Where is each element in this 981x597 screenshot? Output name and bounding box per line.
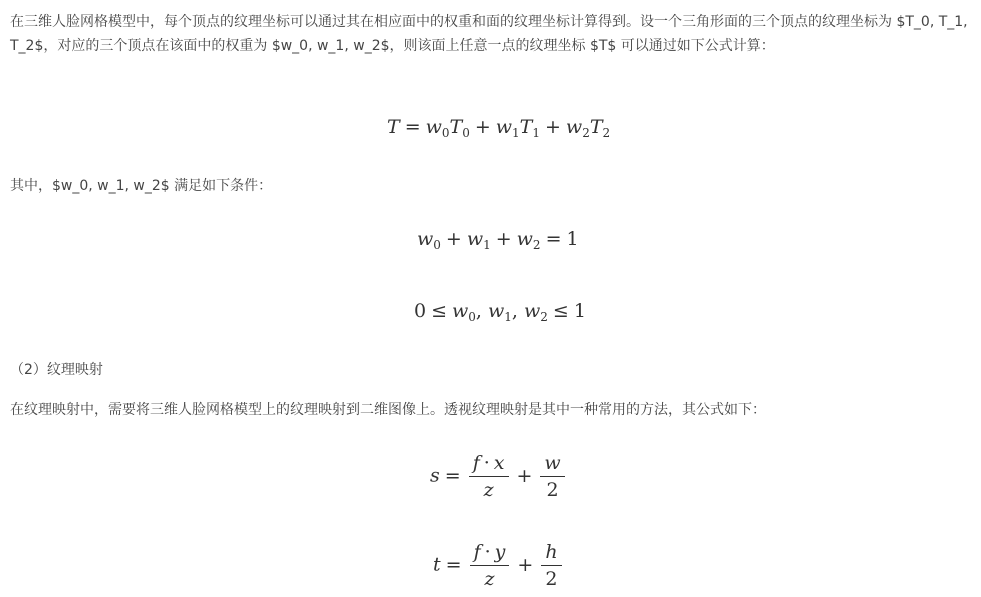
weight-sum-formula: $w_0 + w_1 + w_2 = 1$ [417,228,579,252]
t-projection-formula: t = $\frac{f \cdot y}{z}$ + $\frac{h}{2}$ [433,541,565,590]
texture-coordinate-formula: $T = w_0T_0 + w_1T_1 + w_2T_2$ [387,116,611,140]
t-fraction: $\frac{f \cdot y}{z}$ [470,541,510,590]
section-heading: （2）纹理映射 [10,362,103,378]
condition-paragraph: 其中，$w_0, w_1, w_2$ 满足如下条件： [10,178,273,194]
intro-paragraph: 在三维人脸网格模型中，每个顶点的纹理坐标可以通过其在相应面中的权重和面的纹理坐标计算得到。设一个三角形面的三个顶点的纹理坐标为 $T_0, T_1, T_2$，对应的三个顶点在该面中的权重为 $w_0, w_1, w_2$，则该面上任意一点的纹理坐标 $T$ 可以通过如下公式计算： [10,14,968,54]
s-fraction: $\frac{f \cdot x}{z}$ [469,452,509,501]
s-offset-fraction: $\frac{w}{2}$ [540,452,564,501]
weight-range-formula: $0 \le w_0$, $w_1$, $w_2 \le 1$ [414,300,586,324]
s-projection-formula: s = $\frac{f \cdot x}{z}$ + $\frac{w}{2}$ [430,452,568,501]
t-offset-fraction: $\frac{h}{2}$ [541,541,561,590]
section-paragraph: 在纹理映射中，需要将三维人脸网格模型上的纹理映射到二维图像上。透视纹理映射是其中一种常用的方法，其公式如下： [10,402,766,418]
